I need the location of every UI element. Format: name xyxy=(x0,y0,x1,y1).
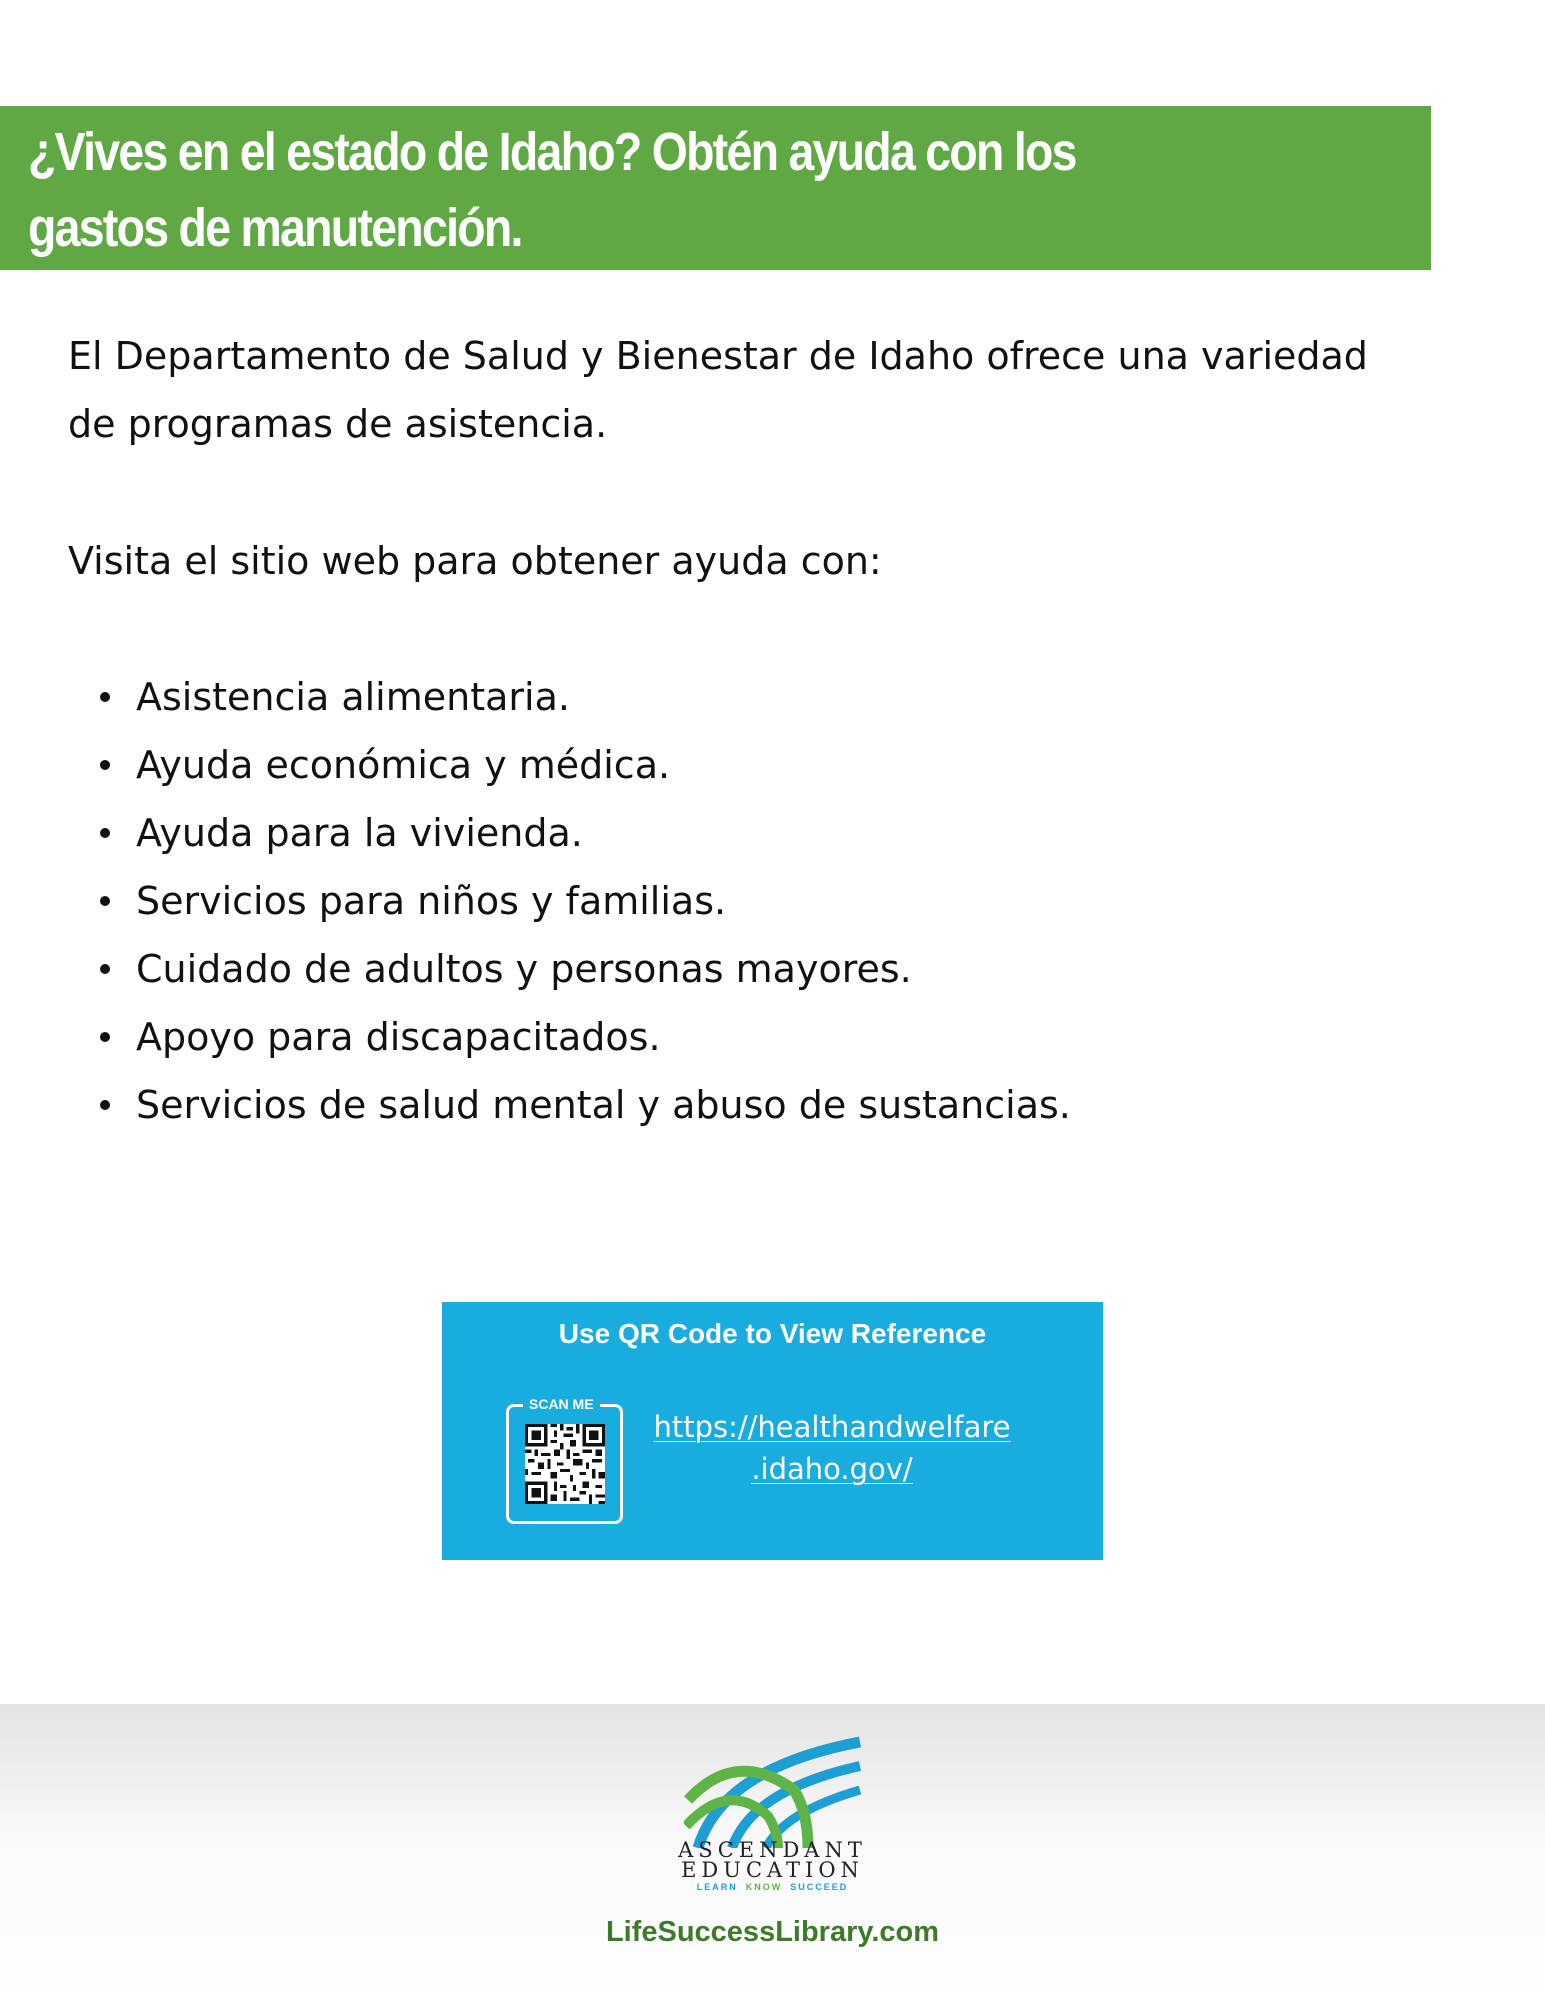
page-title: ¿Vives en el estado de Idaho? Obtén ayuda con los gastos de manutención. xyxy=(28,122,1076,258)
header-banner xyxy=(0,106,1431,270)
qr-code-frame[interactable] xyxy=(506,1396,623,1524)
list-item xyxy=(68,867,1071,935)
qr-code-icon xyxy=(525,1424,605,1504)
bullet-icon xyxy=(100,1032,110,1042)
scan-me-label: SCAN ME xyxy=(523,1395,600,1413)
service-label: Servicios para niños y familias. xyxy=(136,879,727,923)
service-label: Servicios de salud mental y abuso de sustancias. xyxy=(136,1083,1071,1127)
ascendant-education-logo-icon xyxy=(684,1728,864,1848)
qr-card-title: Use QR Code to View Reference xyxy=(558,1318,987,1349)
bullet-icon xyxy=(100,760,110,770)
tagline-learn: LEARN xyxy=(696,1882,738,1892)
services-list xyxy=(68,663,1071,1139)
bullet-icon xyxy=(100,896,110,906)
list-item xyxy=(68,799,1071,867)
list-item xyxy=(68,935,1071,1003)
bullet-icon xyxy=(100,1100,110,1110)
intro-paragraph: El Departamento de Salud y Bienestar de Idaho ofrece una variedad de programas de asistencia. xyxy=(68,334,1368,446)
footer xyxy=(0,1704,1545,1999)
footer-website[interactable]: LifeSuccessLibrary.com xyxy=(605,1916,940,1948)
service-label: Ayuda económica y médica. xyxy=(136,743,671,787)
service-label: Apoyo para discapacitados. xyxy=(136,1015,661,1059)
service-label: Ayuda para la vivienda. xyxy=(136,811,583,855)
logo-wordmark-line-2: EDUCATION xyxy=(681,1858,864,1882)
bullet-icon xyxy=(100,964,110,974)
qr-reference-card xyxy=(442,1302,1103,1560)
bullet-icon xyxy=(100,692,110,702)
list-item xyxy=(68,1071,1071,1139)
tagline-know: KNOW xyxy=(745,1882,783,1892)
bullet-icon xyxy=(100,828,110,838)
logo-tagline xyxy=(650,1882,895,1892)
logo-wordmark-line-1: ASCENDANT xyxy=(678,1838,867,1862)
service-label: Asistencia alimentaria. xyxy=(136,675,570,719)
list-item xyxy=(68,1003,1071,1071)
visit-instruction: Visita el sitio web para obtener ayuda con: xyxy=(68,539,882,583)
list-item xyxy=(68,731,1071,799)
service-label: Cuidado de adultos y personas mayores. xyxy=(136,947,912,991)
reference-link[interactable] xyxy=(642,1406,1022,1490)
list-item xyxy=(68,663,1071,731)
tagline-succeed: SUCCEED xyxy=(790,1882,849,1892)
reference-link-line-1[interactable]: https://healthandwelfare xyxy=(653,1410,1011,1444)
reference-link-line-2[interactable]: .idaho.gov/ xyxy=(751,1452,913,1486)
